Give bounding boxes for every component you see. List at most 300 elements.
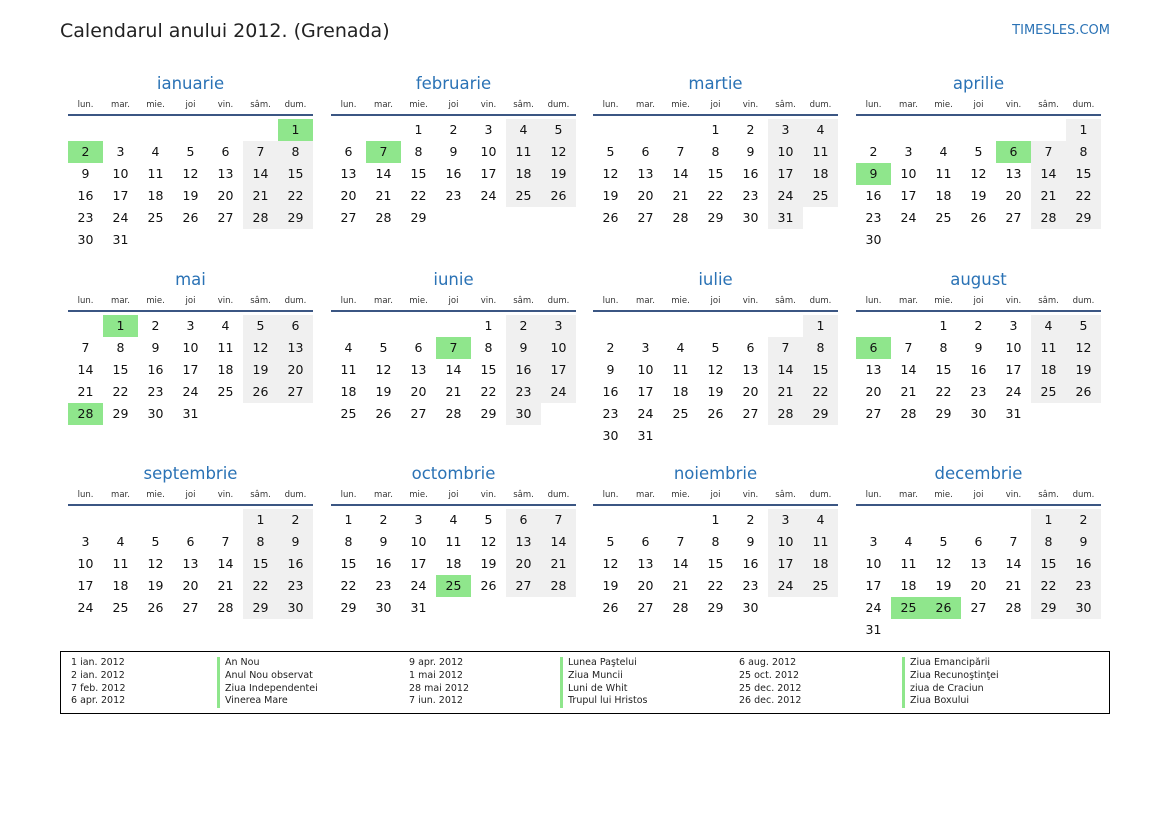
day-cell: 6 xyxy=(746,340,755,355)
day-cell: 27 xyxy=(865,406,882,421)
weekday-label: joi xyxy=(710,100,721,110)
day-cell: 17 xyxy=(541,359,576,381)
legend-dates xyxy=(409,657,469,708)
day-cell: 4 xyxy=(506,119,541,141)
day-cell: 23 xyxy=(77,210,94,225)
day-cell: 22 xyxy=(707,188,724,203)
day-cell: 5 xyxy=(151,534,160,549)
day-cell: 27 xyxy=(637,600,654,615)
day-cell: 29 xyxy=(480,406,497,421)
empty-cell xyxy=(663,315,698,337)
day-cell: 4 xyxy=(803,509,838,531)
holiday-day: 9 xyxy=(856,163,891,185)
day-cell: 22 xyxy=(112,384,129,399)
day-cell: 7 xyxy=(541,509,576,531)
day-grid xyxy=(68,509,313,619)
day-cell: 29 xyxy=(243,597,278,619)
empty-cell xyxy=(628,119,663,141)
weekday-label: vin. xyxy=(742,490,759,500)
day-cell: 31 xyxy=(410,600,427,615)
day-cell: 18 xyxy=(217,362,234,377)
day-cell: 11 xyxy=(672,362,689,377)
weekday-label: sâm. xyxy=(250,490,271,500)
weekday-label: lun. xyxy=(77,296,94,306)
day-cell: 9 xyxy=(379,534,388,549)
day-cell: 9 xyxy=(506,337,541,359)
day-cell: 3 xyxy=(869,534,878,549)
day-cell: 4 xyxy=(151,144,160,159)
day-cell: 16 xyxy=(147,362,164,377)
day-cell: 29 xyxy=(340,600,357,615)
day-cell: 25 xyxy=(506,185,541,207)
month-name: decembrie xyxy=(934,464,1023,483)
day-cell: 27 xyxy=(742,406,759,421)
weekday-label: lun. xyxy=(77,490,94,500)
empty-cell xyxy=(366,315,401,337)
empty-cell xyxy=(961,119,996,141)
day-cell: 9 xyxy=(449,144,458,159)
day-cell: 26 xyxy=(147,600,164,615)
day-cell: 15 xyxy=(1031,553,1066,575)
day-cell: 21 xyxy=(541,553,576,575)
empty-cell xyxy=(1031,119,1066,141)
day-cell: 12 xyxy=(935,556,952,571)
month-septembrie xyxy=(68,463,313,619)
day-cell: 27 xyxy=(637,210,654,225)
day-cell: 10 xyxy=(768,531,803,553)
month-octombrie xyxy=(331,463,576,619)
weekday-label: vin. xyxy=(1005,296,1022,306)
weekday-label: joi xyxy=(448,490,459,500)
legend-date: 2 ian. 2012 xyxy=(71,669,125,681)
legend-holiday-name: An Nou xyxy=(225,657,260,668)
holiday-day: 6 xyxy=(996,141,1031,163)
legend-date: 28 mai 2012 xyxy=(409,682,470,694)
day-cell: 17 xyxy=(77,578,94,593)
legend-holiday-name: Ziua Muncii xyxy=(568,669,623,681)
weekday-label: dum. xyxy=(547,296,570,306)
day-cell: 18 xyxy=(803,553,838,575)
empty-cell xyxy=(103,509,138,531)
day-cell: 16 xyxy=(1066,553,1101,575)
day-cell: 24 xyxy=(410,578,427,593)
day-cell: 4 xyxy=(939,144,948,159)
legend-names xyxy=(560,657,648,708)
empty-cell xyxy=(68,315,103,337)
day-cell: 13 xyxy=(637,166,654,181)
day-cell: 30 xyxy=(77,232,94,247)
month-name: martie xyxy=(688,74,743,93)
weekday-label: vin. xyxy=(217,100,234,110)
day-cell: 22 xyxy=(340,578,357,593)
day-cell: 25 xyxy=(147,210,164,225)
holiday-day: 7 xyxy=(436,337,471,359)
weekday-label: vin. xyxy=(217,296,234,306)
day-cell: 16 xyxy=(506,359,541,381)
day-cell: 22 xyxy=(480,384,497,399)
day-cell: 1 xyxy=(344,512,353,527)
weekday-label: joi xyxy=(710,296,721,306)
weekday-label: lun. xyxy=(340,296,357,306)
day-cell: 6 xyxy=(506,509,541,531)
day-cell: 8 xyxy=(803,337,838,359)
legend-date: 7 feb. 2012 xyxy=(71,682,126,694)
holiday-day: 6 xyxy=(856,337,891,359)
month-name: august xyxy=(950,270,1007,289)
day-cell: 9 xyxy=(746,144,755,159)
day-cell: 16 xyxy=(602,384,619,399)
month-name: februarie xyxy=(415,74,492,93)
day-cell: 7 xyxy=(81,340,90,355)
day-cell: 2 xyxy=(606,340,615,355)
legend-date: 7 iun. 2012 xyxy=(409,695,463,707)
day-cell: 12 xyxy=(243,337,278,359)
month-name: septembrie xyxy=(143,464,238,483)
weekday-label: mie. xyxy=(671,296,690,306)
legend-holiday-name: ziua de Craciun xyxy=(910,682,984,694)
month-februarie xyxy=(331,73,576,229)
day-cell: 13 xyxy=(410,362,427,377)
day-cell: 10 xyxy=(182,340,199,355)
day-grid xyxy=(331,315,576,425)
empty-cell xyxy=(856,119,891,141)
day-cell: 18 xyxy=(900,578,917,593)
day-cell: 3 xyxy=(541,315,576,337)
day-cell: 30 xyxy=(742,600,759,615)
holiday-day: 25 xyxy=(891,597,926,619)
day-cell: 28 xyxy=(1031,207,1066,229)
weekday-label: mie. xyxy=(671,490,690,500)
day-cell: 27 xyxy=(970,600,987,615)
day-cell: 4 xyxy=(221,318,230,333)
day-cell: 9 xyxy=(746,534,755,549)
legend-date: 1 mai 2012 xyxy=(409,669,463,681)
empty-cell xyxy=(593,315,628,337)
empty-cell xyxy=(331,315,366,337)
day-cell: 20 xyxy=(182,578,199,593)
day-cell: 2 xyxy=(449,122,458,137)
month-name: aprilie xyxy=(952,74,1005,93)
day-cell: 5 xyxy=(379,340,388,355)
empty-cell xyxy=(698,315,733,337)
weekday-label: mie. xyxy=(146,490,165,500)
weekday-label: mar. xyxy=(374,296,393,306)
day-cell: 13 xyxy=(506,531,541,553)
day-cell: 1 xyxy=(711,122,720,137)
legend-date: 25 oct. 2012 xyxy=(739,669,800,681)
day-cell: 25 xyxy=(803,575,838,597)
weekday-label: lun. xyxy=(602,100,619,110)
weekday-label: mie. xyxy=(409,100,428,110)
day-cell: 2 xyxy=(379,512,388,527)
day-cell: 10 xyxy=(768,141,803,163)
day-cell: 1 xyxy=(1031,509,1066,531)
weekday-label: sâm. xyxy=(775,100,796,110)
day-cell: 28 xyxy=(217,600,234,615)
day-cell: 26 xyxy=(182,210,199,225)
day-cell: 31 xyxy=(112,232,129,247)
day-cell: 29 xyxy=(803,403,838,425)
day-cell: 17 xyxy=(1005,362,1022,377)
month-name: noiembrie xyxy=(673,464,758,483)
day-cell: 9 xyxy=(278,531,313,553)
day-cell: 8 xyxy=(278,141,313,163)
day-cell: 14 xyxy=(900,362,917,377)
day-cell: 2 xyxy=(974,318,983,333)
day-cell: 15 xyxy=(243,553,278,575)
day-cell: 19 xyxy=(541,163,576,185)
holiday-day: 2 xyxy=(68,141,103,163)
empty-cell xyxy=(366,119,401,141)
weekday-header xyxy=(856,488,1101,506)
day-cell: 10 xyxy=(1005,340,1022,355)
day-cell: 14 xyxy=(217,556,234,571)
day-cell: 9 xyxy=(974,340,983,355)
day-cell: 7 xyxy=(243,141,278,163)
empty-cell xyxy=(103,119,138,141)
weekday-label: vin. xyxy=(742,100,759,110)
day-cell: 1 xyxy=(243,509,278,531)
empty-cell xyxy=(68,119,103,141)
day-cell: 18 xyxy=(803,163,838,185)
day-cell: 19 xyxy=(243,359,278,381)
weekday-label: lun. xyxy=(865,296,882,306)
weekday-label: sâm. xyxy=(775,490,796,500)
day-cell: 15 xyxy=(935,362,952,377)
day-cell: 20 xyxy=(506,553,541,575)
month-mai xyxy=(68,269,313,425)
day-cell: 4 xyxy=(676,340,685,355)
weekday-header xyxy=(331,98,576,116)
empty-cell xyxy=(173,119,208,141)
day-cell: 5 xyxy=(939,534,948,549)
weekday-label: lun. xyxy=(865,490,882,500)
day-cell: 15 xyxy=(803,359,838,381)
day-cell: 14 xyxy=(445,362,462,377)
weekday-label: dum. xyxy=(284,100,307,110)
month-ianuarie xyxy=(68,73,313,251)
day-cell: 26 xyxy=(707,406,724,421)
day-cell: 22 xyxy=(278,185,313,207)
day-cell: 26 xyxy=(375,406,392,421)
day-cell: 18 xyxy=(112,578,129,593)
day-cell: 26 xyxy=(541,185,576,207)
day-cell: 29 xyxy=(935,406,952,421)
month-iunie xyxy=(331,269,576,425)
day-cell: 24 xyxy=(768,185,803,207)
day-cell: 3 xyxy=(768,509,803,531)
weekday-label: lun. xyxy=(865,100,882,110)
weekday-header xyxy=(593,98,838,116)
day-cell: 24 xyxy=(637,406,654,421)
day-cell: 8 xyxy=(243,531,278,553)
day-cell: 23 xyxy=(742,578,759,593)
weekday-label: lun. xyxy=(340,490,357,500)
day-cell: 13 xyxy=(340,166,357,181)
empty-cell xyxy=(961,509,996,531)
day-cell: 28 xyxy=(672,600,689,615)
day-cell: 19 xyxy=(970,188,987,203)
day-cell: 12 xyxy=(970,166,987,181)
weekday-label: mie. xyxy=(934,100,953,110)
day-cell: 16 xyxy=(278,553,313,575)
holiday-day: 1 xyxy=(103,315,138,337)
month-name: ianuarie xyxy=(156,74,225,93)
day-cell: 9 xyxy=(1066,531,1101,553)
day-cell: 25 xyxy=(672,406,689,421)
day-cell: 21 xyxy=(445,384,462,399)
day-cell: 21 xyxy=(672,578,689,593)
day-cell: 30 xyxy=(742,210,759,225)
weekday-header xyxy=(68,98,313,116)
day-cell: 18 xyxy=(147,188,164,203)
day-cell: 30 xyxy=(865,232,882,247)
month-august xyxy=(856,269,1101,425)
day-cell: 26 xyxy=(970,210,987,225)
day-cell: 27 xyxy=(217,210,234,225)
day-cell: 27 xyxy=(278,381,313,403)
day-cell: 20 xyxy=(865,384,882,399)
weekday-label: mar. xyxy=(636,296,655,306)
day-grid xyxy=(856,315,1101,425)
empty-cell xyxy=(663,119,698,141)
empty-cell xyxy=(138,119,173,141)
day-cell: 20 xyxy=(637,188,654,203)
day-cell: 26 xyxy=(1066,381,1101,403)
day-cell: 29 xyxy=(707,210,724,225)
day-cell: 5 xyxy=(243,315,278,337)
day-cell: 6 xyxy=(344,144,353,159)
day-cell: 2 xyxy=(1066,509,1101,531)
day-cell: 9 xyxy=(151,340,160,355)
day-cell: 27 xyxy=(410,406,427,421)
empty-cell xyxy=(856,315,891,337)
month-decembrie xyxy=(856,463,1101,641)
day-cell: 19 xyxy=(147,578,164,593)
empty-cell xyxy=(663,509,698,531)
weekday-label: sâm. xyxy=(1038,100,1059,110)
day-cell: 23 xyxy=(375,578,392,593)
month-name: octombrie xyxy=(411,464,496,483)
day-cell: 5 xyxy=(541,119,576,141)
empty-cell xyxy=(138,509,173,531)
day-cell: 17 xyxy=(768,553,803,575)
day-cell: 26 xyxy=(243,381,278,403)
day-cell: 1 xyxy=(484,318,493,333)
month-iulie xyxy=(593,269,838,447)
weekday-label: mar. xyxy=(899,490,918,500)
weekday-label: vin. xyxy=(217,490,234,500)
day-cell: 15 xyxy=(707,166,724,181)
day-cell: 14 xyxy=(672,556,689,571)
weekday-header xyxy=(331,488,576,506)
day-cell: 23 xyxy=(742,188,759,203)
day-cell: 6 xyxy=(221,144,230,159)
day-cell: 11 xyxy=(147,166,164,181)
day-cell: 31 xyxy=(768,207,803,229)
day-cell: 16 xyxy=(375,556,392,571)
day-cell: 29 xyxy=(278,207,313,229)
day-cell: 3 xyxy=(1009,318,1018,333)
day-cell: 27 xyxy=(1005,210,1022,225)
weekday-label: vin. xyxy=(1005,490,1022,500)
day-cell: 21 xyxy=(768,381,803,403)
day-cell: 18 xyxy=(935,188,952,203)
day-cell: 7 xyxy=(904,340,913,355)
day-cell: 15 xyxy=(340,556,357,571)
day-cell: 17 xyxy=(865,578,882,593)
day-cell: 17 xyxy=(768,163,803,185)
weekday-label: vin. xyxy=(480,490,497,500)
day-cell: 13 xyxy=(1005,166,1022,181)
weekday-label: mar. xyxy=(111,100,130,110)
month-martie xyxy=(593,73,838,229)
day-cell: 8 xyxy=(116,340,125,355)
legend-holiday-name: Ziua Independentei xyxy=(225,682,318,694)
weekday-label: vin. xyxy=(742,296,759,306)
day-cell: 19 xyxy=(375,384,392,399)
day-cell: 14 xyxy=(541,531,576,553)
weekday-label: dum. xyxy=(1072,100,1095,110)
day-cell: 5 xyxy=(1066,315,1101,337)
day-grid xyxy=(68,315,313,425)
day-cell: 6 xyxy=(414,340,423,355)
day-cell: 13 xyxy=(278,337,313,359)
weekday-label: sâm. xyxy=(250,100,271,110)
weekday-label: vin. xyxy=(480,100,497,110)
weekday-label: joi xyxy=(185,490,196,500)
day-cell: 20 xyxy=(340,188,357,203)
weekday-label: joi xyxy=(973,100,984,110)
legend-dates xyxy=(71,657,126,708)
weekday-label: joi xyxy=(973,296,984,306)
weekday-label: mar. xyxy=(636,490,655,500)
day-cell: 3 xyxy=(414,512,423,527)
day-cell: 23 xyxy=(278,575,313,597)
day-cell: 16 xyxy=(970,362,987,377)
day-cell: 12 xyxy=(602,166,619,181)
day-cell: 30 xyxy=(375,600,392,615)
legend-holiday-name: Ziua Boxului xyxy=(910,695,969,707)
month-name: iulie xyxy=(698,270,733,289)
day-cell: 3 xyxy=(186,318,195,333)
day-cell: 27 xyxy=(182,600,199,615)
holiday-day: 28 xyxy=(68,403,103,425)
site-link[interactable]: TIMESLES.COM xyxy=(1012,23,1110,38)
day-cell: 29 xyxy=(1031,597,1066,619)
day-cell: 19 xyxy=(480,556,497,571)
day-cell: 28 xyxy=(375,210,392,225)
weekday-label: dum. xyxy=(284,490,307,500)
weekday-header xyxy=(593,488,838,506)
weekday-label: joi xyxy=(185,296,196,306)
weekday-label: sâm. xyxy=(513,296,534,306)
empty-cell xyxy=(173,509,208,531)
day-cell: 15 xyxy=(1066,163,1101,185)
day-cell: 11 xyxy=(803,141,838,163)
empty-cell xyxy=(628,315,663,337)
legend-holiday-name: Trupul lui Hristos xyxy=(568,695,648,707)
day-cell: 21 xyxy=(900,384,917,399)
day-cell: 11 xyxy=(803,531,838,553)
weekday-label: lun. xyxy=(340,100,357,110)
holiday-legend xyxy=(60,651,1110,714)
day-cell: 16 xyxy=(742,166,759,181)
weekday-label: lun. xyxy=(602,490,619,500)
day-cell: 23 xyxy=(445,188,462,203)
day-cell: 21 xyxy=(77,384,94,399)
day-cell: 21 xyxy=(217,578,234,593)
